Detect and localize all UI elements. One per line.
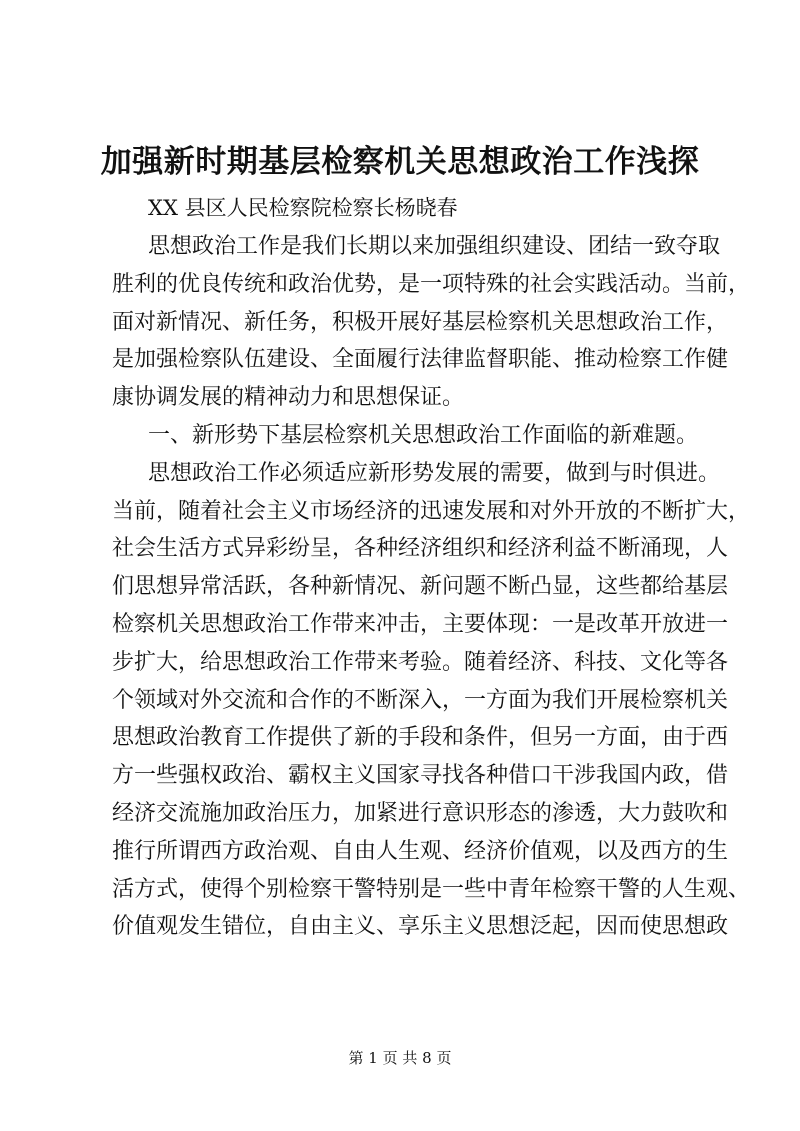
text-line: 个领域对外交流和合作的不断深入，一方面为我们开展检察机关 — [112, 687, 729, 713]
text-line: 经济交流施加政治压力，加紧进行意识形态的渗透，大力鼓吹和 — [112, 800, 729, 826]
text-line: 是加强检察队伍建设、全面履行法律监督职能、推动检察工作健 — [112, 347, 729, 373]
page-number-footer: 第 1 页 共 8 页 — [348, 1049, 452, 1067]
text-line: 思想政治教育工作提供了新的手段和条件，但另一方面，由于西 — [112, 725, 729, 751]
text-line: 们思想异常活跃，各种新情况、新问题不断凸显，这些都给基层 — [112, 574, 729, 600]
text-line: 活方式，使得个别检察干警特别是一些中青年检察干警的人生观、 — [112, 876, 751, 902]
text-line: 价值观发生错位，自由主义、享乐主义思想泛起，因而使思想政 — [112, 914, 729, 940]
text-line: 方一些强权政治、霸权主义国家寻找各种借口干涉我国内政，借 — [112, 763, 729, 789]
text-line: 推行所谓西方政治观、自由人生观、经济价值观，以及西方的生 — [112, 838, 729, 864]
author-line: XX 县区人民检察院检察长杨晓春 — [148, 196, 458, 220]
text-line: 步扩大，给思想政治工作带来考验。随着经济、科技、文化等各 — [112, 649, 729, 675]
text-line: 当前，随着社会主义市场经济的迅速发展和对外开放的不断扩大， — [112, 498, 751, 524]
document-title: 加强新时期基层检察机关思想政治工作浅探 — [100, 144, 700, 180]
text-line: 思想政治工作必须适应新形势发展的需要，做到与时俱进。 — [148, 460, 721, 486]
text-line: 思想政治工作是我们长期以来加强组织建设、团结一致夺取 — [148, 234, 721, 259]
text-line: 社会生活方式异彩纷呈，各种经济组织和经济利益不断涌现，人 — [112, 536, 729, 562]
text-line: 检察机关思想政治工作带来冲击，主要体现：一是改革开放进一 — [112, 611, 729, 637]
section-heading: 一、新形势下基层检察机关思想政治工作面临的新难题。 — [148, 422, 699, 448]
text-line: 康协调发展的精神动力和思想保证。 — [112, 385, 465, 411]
text-line: 胜利的优良传统和政治优势，是一项特殊的社会实践活动。当前， — [112, 271, 751, 297]
text-line: 面对新情况、新任务，积极开展好基层检察机关思想政治工作， — [112, 309, 729, 335]
document-body — [112, 228, 751, 946]
